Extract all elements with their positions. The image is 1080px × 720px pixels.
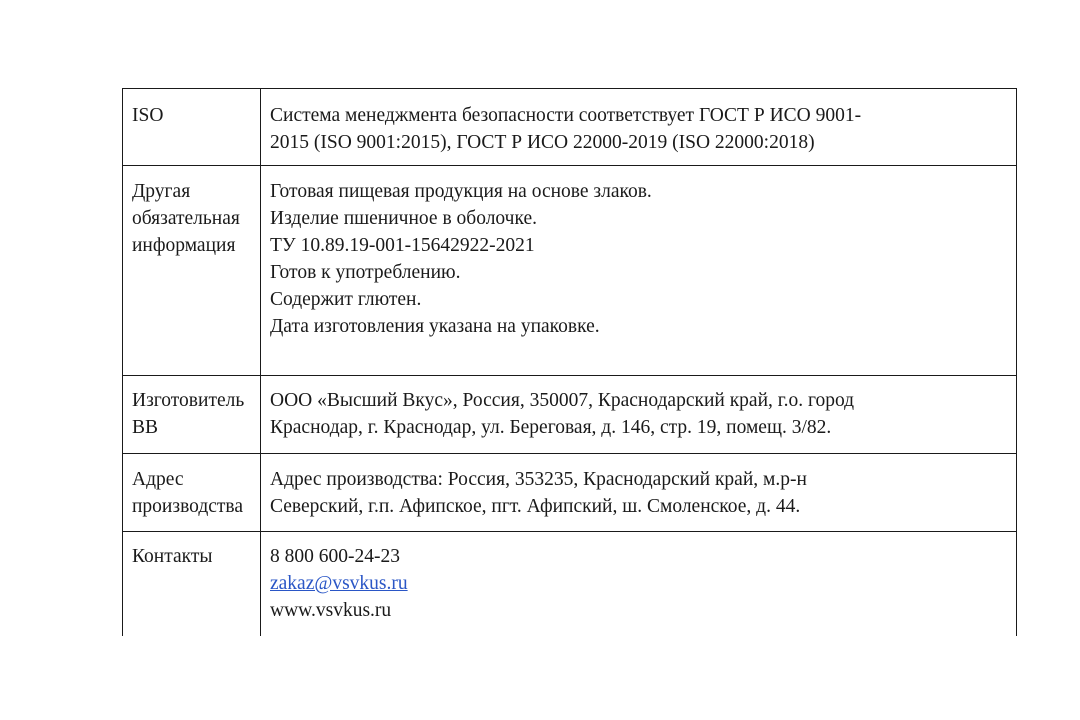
value-cell-other-info <box>261 166 1017 376</box>
info-text-line: Готовая пищевая продукция на основе злаков. <box>270 181 652 202</box>
address-text-line: Северский, г.п. Афипское, пгт. Афипский, ш. Смоленское, д. 44. <box>270 496 801 517</box>
table-row-contacts <box>123 532 1017 636</box>
product-info-table <box>122 88 1017 636</box>
row-label-line: информация <box>132 235 236 256</box>
table-row-other-info <box>123 166 1017 376</box>
manufacturer-text-line: ООО «Высший Вкус», Россия, 350007, Краснодарский край, г.о. город <box>270 390 855 411</box>
row-label-line: обязательная <box>132 208 240 229</box>
value-cell-contacts <box>261 532 1017 636</box>
contact-website: www.vsvkus.ru <box>270 600 392 621</box>
value-cell-production-address <box>261 454 1017 532</box>
contact-phone: 8 800 600-24-23 <box>270 546 400 567</box>
info-text-line: Изделие пшеничное в оболочке. <box>270 208 537 229</box>
manufacturer-text-line: Краснодар, г. Краснодар, ул. Береговая, д. 146, стр. 19, помещ. 3/82. <box>270 417 832 438</box>
address-text-line: Адрес производства: Россия, 353235, Краснодарский край, м.р-н <box>270 469 807 490</box>
info-text-line: ТУ 10.89.19-001-15642922-2021 <box>270 235 535 256</box>
row-label-line: производства <box>132 496 244 517</box>
label-cell-iso <box>123 89 261 166</box>
row-label-line: ВВ <box>132 417 159 438</box>
contact-email-link[interactable]: zakaz@vsvkus.ru <box>270 573 408 594</box>
label-cell-production-address <box>123 454 261 532</box>
label-cell-contacts <box>123 532 261 636</box>
table-row-production-address <box>123 454 1017 532</box>
table-row-manufacturer <box>123 376 1017 454</box>
row-label: Контакты <box>132 546 213 567</box>
info-text-line: Содержит глютен. <box>270 289 422 310</box>
iso-text-line: 2015 (ISO 9001:2015), ГОСТ Р ИСО 22000-2019 (ISO 22000:2018) <box>270 132 815 153</box>
row-label-line: Другая <box>132 181 191 202</box>
table-row-iso <box>123 89 1017 166</box>
label-cell-other-info <box>123 166 261 376</box>
info-text-line: Дата изготовления указана на упаковке. <box>270 316 600 337</box>
row-label-line: Адрес <box>132 469 184 490</box>
value-cell-manufacturer <box>261 376 1017 454</box>
label-cell-manufacturer <box>123 376 261 454</box>
iso-text-line: Система менеджмента безопасности соответствует ГОСТ Р ИСО 9001- <box>270 105 862 126</box>
row-label-line: Изготовитель <box>132 390 245 411</box>
info-text-line: Готов к употреблению. <box>270 262 461 283</box>
value-cell-iso <box>261 89 1017 166</box>
row-label: ISO <box>132 105 164 126</box>
